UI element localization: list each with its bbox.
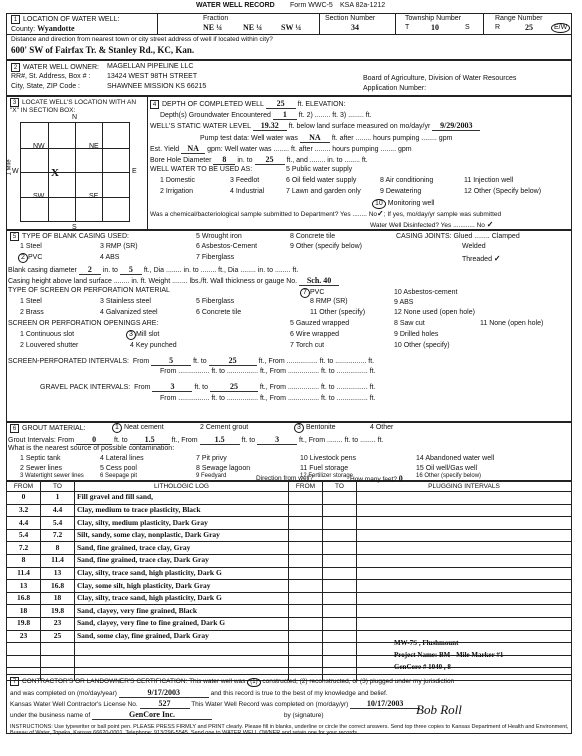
log-from: 13	[7, 580, 41, 593]
joints-threaded: Threaded	[462, 256, 492, 263]
township-s: S	[465, 24, 470, 31]
contam-abandoned: 14 Abandoned water well	[416, 455, 495, 462]
opening-key: 4 Key punched	[130, 342, 177, 349]
plug-to	[323, 592, 357, 605]
diameter-to: 5	[120, 265, 142, 275]
table-row	[7, 592, 572, 605]
log-lithology: Fill gravel and fill sand,	[75, 492, 289, 505]
grout-neat-circle: 1	[112, 423, 122, 433]
plug-to	[323, 542, 357, 555]
grout-to-2: 3	[257, 435, 297, 445]
chem-label: Was a chemical/bacteriological sample submitted to Department? Yes	[150, 211, 351, 218]
weight-label: ft. Weight	[140, 278, 171, 285]
opening-saw: 8 Saw cut	[394, 320, 425, 327]
plug-to	[323, 630, 357, 643]
yield-rest: gpm: Well water was	[207, 146, 272, 153]
log-from: 18	[7, 605, 41, 618]
log-from: 4.4	[7, 517, 41, 530]
plug-interval	[357, 567, 572, 580]
city-label: City, State, ZIP Code :	[11, 83, 80, 90]
casing-asbestos: 6 Asbestos-Cement	[196, 243, 258, 250]
perf-to: 25	[209, 356, 257, 366]
county-label: County:	[11, 26, 36, 33]
opening-torch: 7 Torch cut	[290, 342, 325, 349]
plug-from	[289, 529, 323, 542]
table-row	[7, 630, 572, 643]
plug-interval	[357, 529, 572, 542]
plug-to	[323, 492, 357, 505]
note-project: Project Name: BM - Mile Marker #1	[394, 651, 504, 659]
township-t: T	[405, 24, 410, 31]
log-lithology: Clay, silty, medium plasticity, Dark Gray	[75, 517, 289, 530]
plug-interval	[357, 605, 572, 618]
section-value: 34	[351, 23, 359, 32]
contamination-label: What is the nearest source of possible contamination:	[8, 445, 175, 452]
log-header-plug-from: FROM	[289, 482, 323, 492]
note-gencore: GenCore # 1040 , 8	[394, 663, 451, 671]
opening-gauzed: 5 Gauzed wrapped	[290, 320, 350, 327]
log-from: 23	[7, 630, 41, 643]
log-lithology: Clay, medium to trace plasticity, Black	[75, 504, 289, 517]
log-to: 25	[41, 630, 75, 643]
address-label: RR#, St. Address, Box # :	[11, 73, 91, 80]
opening-drilled: 9 Drilled holes	[394, 331, 439, 338]
contam-fuel: 11 Fuel storage	[300, 465, 349, 472]
plug-to	[323, 554, 357, 567]
pump-test-label: Pump test data: Well water was	[200, 135, 298, 142]
contam-fertilizer: 12 Fertilizer storage	[300, 473, 354, 479]
use-injection: 11 Injection well	[464, 177, 514, 184]
plug-from	[289, 605, 323, 618]
table-row	[7, 554, 572, 567]
plug-to	[323, 580, 357, 593]
plug-to	[323, 567, 357, 580]
owner-label: WATER WELL OWNER:	[23, 64, 99, 71]
grout-neat: Neat cement	[123, 424, 164, 431]
log-lithology: Clay, silty, trace sand, high plasticity, Dark G	[75, 567, 289, 580]
fraction-3: SW ¼	[281, 23, 302, 32]
address-value: 13424 WEST 98TH STREET	[107, 73, 198, 80]
log-header-plugging: PLUGGING INTERVALS	[357, 482, 572, 492]
groundwater-value: 1	[273, 110, 297, 120]
log-to: 4.4	[41, 504, 75, 517]
section-owner: 2 WATER WELL OWNER: MAGELLAN PIPELINE LLC RR#, St. Address, Box # : 13424 WEST 98TH STREET City, State, ZIP Code : SHAWNEE MISSION KS 66215 Board of Agriculture, Division of Water Resources Application Number:	[6, 60, 572, 96]
form-number: Form WWC-5	[290, 2, 333, 9]
log-to: 11.4	[41, 554, 75, 567]
perf-from: 5	[151, 356, 191, 366]
opening-mill: Mill slot	[136, 331, 160, 338]
contam-oilgas: 15 Oil well/Gas well	[416, 465, 478, 472]
range-label: Range Number	[495, 15, 543, 22]
casing-wrought: 5 Wrought iron	[196, 233, 242, 240]
log-lithology: Sand, fine grained, trace clay, Dark Gray	[75, 554, 289, 567]
joints-clamped: Clamped	[491, 233, 520, 240]
use-public: 5 Public water supply	[286, 166, 353, 173]
wall-label: lbs./ft. Wall thickness or gauge No.	[189, 278, 298, 285]
table-row	[7, 504, 572, 517]
table-row	[7, 617, 572, 630]
joints-label: CASING JOINTS: Glued	[396, 233, 473, 240]
log-to: 23	[41, 617, 75, 630]
table-row	[7, 580, 572, 593]
contam-watertight: 3 Watertight sewer lines	[20, 473, 84, 479]
log-lithology: Clay, silty, trace sand, high plasticity, Dark G	[75, 592, 289, 605]
grout-from-1: 0	[76, 435, 112, 445]
quadrant-se: SE	[89, 193, 99, 200]
static-level-value: 19.32	[253, 121, 287, 131]
completed-label: and was completed on (mo/day/year)	[10, 690, 117, 697]
static-date: 9/29/2003	[432, 121, 480, 131]
distance-value: 600' SW of Fairfax Tr. & Stanley Rd., KC, Kan.	[11, 45, 195, 55]
screen-stainless: 3 Stainless steel	[100, 298, 151, 305]
quadrant-sw: SW	[33, 193, 45, 200]
casing-steel: 1 Steel	[20, 243, 42, 250]
casing-fiberglass: 7 Fiberglass	[196, 254, 235, 261]
opening-louvered: 2 Louvered shutter	[20, 342, 79, 349]
license-label: Kansas Water Well Contractor's License No.	[10, 701, 138, 708]
table-row	[7, 492, 572, 505]
compass-s: S	[72, 224, 77, 231]
range-r: R	[495, 24, 501, 31]
screen-rmp: 8 RMP (SR)	[310, 298, 348, 305]
grout-label: GROUT MATERIAL:	[22, 425, 86, 432]
plug-from	[289, 617, 323, 630]
log-to: 16.8	[41, 580, 75, 593]
township-value: 10	[431, 23, 439, 32]
screen-none: 12 None used (open hole)	[394, 309, 475, 316]
city-value: SHAWNEE MISSION KS 66215	[107, 83, 207, 90]
log-to	[41, 655, 75, 668]
screen-steel: 1 Steel	[20, 298, 42, 305]
casing-other: 9 Other (specify below)	[290, 243, 362, 250]
diameter-value: 2	[79, 265, 101, 275]
contam-septic: 1 Septic tank	[20, 455, 61, 462]
plug-from	[289, 643, 323, 656]
yield-value: NA	[181, 144, 205, 154]
log-from: 0	[7, 492, 41, 505]
log-header-to: TO	[41, 482, 75, 492]
range-value: 25	[525, 23, 533, 32]
howmany-value: 0	[398, 474, 403, 483]
plug-to	[323, 605, 357, 618]
plug-interval	[357, 617, 572, 630]
contam-feedyard: 9 Feedyard	[196, 473, 227, 479]
log-lithology: Sand, fine grained, trace clay, Gray	[75, 542, 289, 555]
casing-abs: 4 ABS	[100, 254, 120, 261]
howmany-label: How many feet?	[350, 476, 397, 483]
screen-pvc: PVC	[310, 289, 325, 296]
log-from: 11.4	[7, 567, 41, 580]
chem-rest: ; If yes, mo/day/yr sample was submitted	[383, 211, 502, 218]
plug-interval	[357, 517, 572, 530]
log-to: 13	[41, 567, 75, 580]
grout-to-1: 1.5	[130, 435, 170, 445]
fraction-label: Fraction	[203, 15, 229, 22]
contam-sewer: 2 Sewer lines	[20, 465, 63, 472]
well-mark-x: X	[51, 167, 59, 179]
screen-asbestos: 10 Asbestos-cement	[394, 289, 458, 296]
contam-lateral: 4 Lateral lines	[100, 455, 144, 462]
use-monitoring: Monitoring well	[387, 200, 435, 207]
section-grid	[20, 122, 130, 222]
grout-bentonite: Bentonite	[305, 424, 336, 431]
log-from	[7, 643, 41, 656]
compass-e: E	[132, 168, 137, 175]
static-level-rest: ft. below land surface measured on mo/day/yr	[288, 123, 431, 130]
use-label: WELL WATER TO BE USED AS:	[150, 166, 253, 173]
depth-label: DEPTH OF COMPLETED WELL	[162, 101, 264, 108]
opening-continuous: 1 Continuous slot	[20, 331, 75, 338]
license-value: 527	[140, 699, 190, 709]
grout-other: 4 Other	[370, 424, 394, 431]
log-from: 7.2	[7, 542, 41, 555]
completed-value: 9/17/2003	[119, 688, 209, 698]
plug-to	[323, 643, 357, 656]
plug-from	[289, 580, 323, 593]
gravel-label: GRAVEL PACK INTERVALS:	[40, 384, 131, 391]
log-from	[7, 655, 41, 668]
plug-from	[289, 517, 323, 530]
quadrant-nw: NW	[33, 143, 45, 150]
log-lithology: Sand, clayey, very fine to fine grained, Dark G	[75, 617, 289, 630]
bore-label: Bore Hole Diameter	[150, 157, 212, 164]
plug-interval	[357, 504, 572, 517]
cert-text-2: constructed, (2) reconstructed, or (3) plugged under my jurisdiction	[262, 678, 455, 685]
pump-test-value: NA	[300, 133, 330, 143]
mile-label: 1 Mile	[6, 159, 13, 176]
log-lithology: Sand, some clay, fine grained, Dark Gray	[75, 630, 289, 643]
diameter-label: Blank casing diameter	[8, 267, 77, 274]
use-other: 12 Other (Specify below)	[464, 188, 542, 195]
use-lawn: 7 Lawn and garden only	[286, 188, 361, 195]
bore-value: 8	[213, 155, 235, 165]
fraction-2: NE ¼	[243, 23, 263, 32]
range-ew: E/W	[551, 23, 570, 33]
plug-interval	[357, 580, 572, 593]
use-oilfield: 6 Oil field water supply	[286, 177, 357, 184]
use-monitoring-circle: 10	[372, 199, 386, 209]
table-row	[7, 542, 572, 555]
plug-from	[289, 630, 323, 643]
distance-label: Distance and direction from nearest town or city street address of well if located within city?	[11, 36, 273, 43]
plug-from	[289, 592, 323, 605]
opening-none: 11 None (open hole)	[480, 320, 544, 327]
log-header-plug-to: TO	[323, 482, 357, 492]
cert-text-1: This water well was	[189, 678, 246, 685]
certification-label: CONTRACTOR'S OR LANDOWNER'S CERTIFICATION:	[22, 678, 188, 685]
log-to: 7.2	[41, 529, 75, 542]
contam-lagoon: 8 Sewage lagoon	[196, 465, 251, 472]
depth-value: 25	[266, 99, 296, 109]
plug-from	[289, 504, 323, 517]
use-irrigation: 2 Irrigation	[160, 188, 194, 195]
compass-n: N	[72, 114, 78, 121]
note-well-id: MW-7S , Flushmount	[394, 639, 459, 647]
plug-interval	[357, 542, 572, 555]
plug-from	[289, 542, 323, 555]
screen-pvc-circle: 7	[300, 288, 310, 298]
table-row	[7, 605, 572, 618]
log-lithology	[75, 643, 289, 656]
use-dewatering: 9 Dewatering	[380, 188, 422, 195]
wall-value: Sch. 40	[299, 276, 339, 286]
bore-to: 25	[255, 155, 285, 165]
plug-to	[323, 504, 357, 517]
opening-wire: 6 Wire wrapped	[290, 331, 340, 338]
log-lithology	[75, 655, 289, 668]
plug-to	[323, 655, 357, 668]
log-lithology: Silt, sandy, some clay, nonplastic, Dark Gray	[75, 529, 289, 542]
cert-constructed-circle: (1)	[247, 678, 260, 687]
grout-from-2: 1.5	[200, 435, 240, 445]
log-lithology: Sand, clayey, very fine grained, Black	[75, 605, 289, 618]
township-label: Township Number	[405, 15, 462, 22]
record-label: This Water Well Record was completed on (mo/day/yr)	[191, 701, 349, 708]
screen-brass: 2 Brass	[20, 309, 44, 316]
contam-other: 16 Other (specify below)	[416, 473, 482, 479]
opening-other: 10 Other (specify)	[394, 342, 450, 349]
plug-from	[289, 554, 323, 567]
form-title: WATER WELL RECORD	[196, 2, 275, 9]
business-value: GenCore Inc.	[92, 710, 212, 720]
disinfect-no: No	[476, 222, 485, 229]
yield-label: Est. Yield	[150, 146, 180, 153]
ksa-ref: KSA 82a-1212	[340, 2, 386, 9]
plug-interval	[357, 554, 572, 567]
log-to: 8	[41, 542, 75, 555]
log-from: 16.8	[7, 592, 41, 605]
table-row	[7, 529, 572, 542]
plug-to	[323, 529, 357, 542]
compass-w: W	[12, 168, 19, 175]
instructions: INSTRUCTIONS: Use typewriter or ball point pen. PLEASE PRESS FIRMLY and PRINT clearly. Please fill in blanks, underline or circle the correct answers. Send top three copies to Kansas Department of Health and Environment, Bureau of Water, Topeka, Kansas 66620-0001. Telephone: 913/296-5545. Send one to WATER WELL OWNER and retain one for your records.	[10, 724, 569, 737]
county-value: Wyandotte	[37, 24, 75, 33]
opening-mill-circle: 3	[126, 330, 136, 340]
chem-no: No	[368, 211, 378, 218]
plug-to	[323, 517, 357, 530]
water-well-record-form: WATER WELL RECORD Form WWC-5 KSA 82a-1212 1 LOCATION OF WATER WELL: Fraction Section Number Township Number Range Number County: Wyandotte NE ¼ NE ¼ SW ¼ 34 T 10 S R 25 E/W Distance and direction from nearest town or city street address of well if located within city? 600' SW of Fairfax Tr. & Stanley Rd., KC, Kan. 2 WATER WELL OWNER: MAGELLAN PIPELINE LLC RR#, St. Address, Box # : 13424 WEST 98TH STREET City, State, ZIP Code : SHAWNEE MISSION KS 66215 Board of Agriculture, Division of Water Resources Application Number: 3 LOCATE WELL'S LOCATION WITH AN "X" IN SECTION BOX: N S E W 1 Mile NW NE SW SE X 4 DEPTH OF COMPLETED WELL 25 ft. ELEVATION: Depth(s) Groundwater Encountered 1 ft. 2) ........ ft. 3) ........ ft. WELL'S STATIC WATER LEVEL 19.32 ft. below land surface measured on mo/day/yr 9/29/2003 Pump test data: Well water was NA ft. after ........ hours pumping ........ gpm Est. Yield NA gpm: Well water was ........ ft. after ........ hours pumping ........ gpm Bore Hole Diameter 8 in. to 25 ft., and ........ in. to ........ ft. WELL WATER TO BE USED AS: 5 Public water supply 1 Domestic 3 Feedlot 6 Oil field water supply 8 Air conditioning 11 Injection well 2 Irrigation 4 Industrial 7 Lawn and garden only 9 Dewatering 12 Other (Specify below) 10 Monitoring well Was a chemical/bacteriological sample submitted to Department? Yes ........ No✓; If yes, mo/day/yr sample was submitted Water Well Disinfected? Yes ............ No ✓ 5 TYPE OF BLANK CASING USED: 1 Steel 3 RMP (SR) 5 Wrought iron 8 Concrete tile 6 Asbestos-Cement 9 Other (specify below) 4 ABS 7 Fiberglass 2 PVC CASING JOINTS: Glued ........ Clamped Welded Threaded ✓ Blank casing diameter 2 in. to 5 ft., Dia ........ in. to ........ ft., Dia ........ in. to ........ ft. Casing height above land surface ........ in. ft. Weight ........ lbs./ft. Wall thickness or gauge No. Sch. 40 TYPE OF SCREEN OR PERFORATION MATERIAL 1 Steel 3 Stainless steel 5 Fiberglass 8 RMP (SR) 10 Asbestos-cement 9 ABS 2 Brass 4 Galvanized steel 6 Concrete tile 11 Other (specify) 12 None used (open hole) 7 PVC SCREEN OR PERFORATION OPENINGS ARE: 1 Continuous slot 3 Mill slot 5 Gauzed wrapped 8 Saw cut 11 None (open hole) 2 Louvered shutter 4 Key punched 6 Wire wrapped 9 Drilled holes 7 Torch cut 10 Other (specify) SCREEN-PERFORATED INTERVALS: From 5 ft. to 25 ft., From ................ ft. to ................ ft. From ................ ft. to ................ ft., From ................ ft. to ................ ft. GRAVEL PACK INTERVALS: From 3 ft. to 25 ft., From ................ ft. to ................ ft. From ................ ft. to ................ ft., From ................ ft. to ................ ft. 6 GROUT MATERIAL: 1 Neat cement 2 Cement grout 3 Bentonite 4 Other Grout Intervals: From 0 ft. to 1.5 ft., From 1.5 ft. to 3 ft., From ........ ft. to ........ ft. What is the nearest source of possible contamination: 1 Septic tank 4 Lateral lines 7 Pit privy 10 Livestock pens 14 Abandoned water well 2 Sewer lines 5 Cess pool 8 Sewage lagoon 11 Fuel storage 15 Oil well/Gas well 3 Watertight sewer lines 6 Seepage pit 9 Feedyard 12 Fertilizer storage 16 Other (specify below) FROM TO LITHOLOGIC LOG FROM TO PLUGGING INTERVALS 0 1 Fill gravel and fill sand, 3.2 4.4 Clay, medium to trace plasticity, Black 4.4 5.4 Clay, silty, medium plasticity, Dark Gray 5.4 7.2 Silt, sandy, some clay, nonplastic, Dark Gray 7.2 8 Sand, fine grained, trace clay, Gray 8 11.4 Sand, fine grained, trace clay, Dark Gray 11.4 13 Clay, silty, trace sand, high plasticity, Dark G 13 16.8 Clay, some silt, high plasticity, Dark Gray 16.8 18 Clay, silty, trace sand, high plasticity, Dark G 18 19.8 Sand, clayey, very fine grained, Black 19.8 23 Sand, clayey, very fine to fine grained, Dark G 23 25 Sand, some clay, fine grained, Dark Gray Direction from well? How many feet? 0 MW-7S , Flushmount Project Name: BM - Mile Marker #1 GenCore # 1040 , 8 7 CONTRACTOR'S OR LANDOWNER'S CERTIFICATION: This water well was (1) constructed, (2) reconstructed, or (3) plugged under my jurisdiction and was completed on (mo/day/year) 9/17/2003 and this record is true to the best of my knowledge and belief. Kansas Water Well Contractor's License No. 527 This Water Well Record was completed on (mo/day/yr) 10/17/2003 under the business name of GenCore Inc. by (signature) Bob Roll INSTRUCTIONS: Use typewriter or ball point pen. PLEASE PRESS FIRMLY and PRINT clearly. Please fill in blanks, underline or circle the correct answers. Send top three copies to Kansas Department of Health and Environment, Bureau of Water, Topeka, Kansas 66620-0001. Telephone: 913/296-5545. Send one to WATER WELL OWNER and retain one for your records.	[0, 0, 582, 756]
signature: Bob Roll	[416, 702, 462, 717]
grout-bentonite-circle: 3	[294, 423, 304, 433]
height-label: Casing height above land surface	[8, 278, 112, 285]
screen-fiberglass: 5 Fiberglass	[196, 298, 235, 305]
log-to	[41, 643, 75, 656]
log-from: 8	[7, 554, 41, 567]
log-lithology: Clay, some silt, high plasticity, Dark Gray	[75, 580, 289, 593]
grout-intervals-label: Grout Intervals: From	[8, 437, 75, 444]
owner-value: MAGELLAN PIPELINE LLC	[107, 63, 194, 70]
static-level-label: WELL'S STATIC WATER LEVEL	[150, 123, 251, 130]
groundwater-label: Depth(s) Groundwater Encountered	[160, 112, 271, 119]
log-to: 5.4	[41, 517, 75, 530]
section-location: 1 LOCATION OF WATER WELL: Fraction Section Number Township Number Range Number County: Wyandotte NE ¼ NE ¼ SW ¼ 34 T 10 S R 25 E/W Distance and direction from nearest town or city street address of well if located within city? 600' SW of Fairfax Tr. & Stanley Rd., KC, Kan.	[6, 13, 572, 60]
fraction-1: NE ¼	[203, 23, 223, 32]
contam-cess: 5 Cess pool	[100, 465, 137, 472]
log-from: 19.8	[7, 617, 41, 630]
business-label: under the business name of	[10, 712, 91, 719]
screen-galvanized: 4 Galvanized steel	[100, 309, 158, 316]
plug-from	[289, 567, 323, 580]
board-label: Board of Agriculture, Division of Water Resources	[363, 75, 517, 82]
joints-welded: Welded	[462, 243, 486, 250]
screen-type-label: TYPE OF SCREEN OR PERFORATION MATERIAL	[8, 287, 170, 294]
log-to: 18	[41, 592, 75, 605]
use-industrial: 4 Industrial	[230, 188, 265, 195]
log-to: 1	[41, 492, 75, 505]
log-header-lithology: LITHOLOGIC LOG	[75, 482, 289, 492]
casing-pvc: PVC	[28, 254, 43, 261]
screen-abs: 11 Other (specify)	[310, 309, 366, 316]
true-text: and this record is true to the best of my knowledge and belief.	[210, 690, 388, 697]
table-row	[7, 517, 572, 530]
contam-pit: 7 Pit privy	[196, 455, 227, 462]
elevation-label: ft. ELEVATION:	[297, 101, 346, 108]
gravel-from: 3	[152, 382, 192, 392]
plug-interval	[357, 492, 572, 505]
contam-seepage: 6 Seepage pit	[100, 473, 138, 479]
plug-to	[323, 617, 357, 630]
plug-interval	[357, 630, 572, 643]
use-feedlot: 3 Feedlot	[230, 177, 260, 184]
casing-pvc-circle: 2	[18, 253, 28, 263]
location-label: LOCATION OF WATER WELL:	[23, 16, 120, 23]
section-number-label: Section Number	[325, 15, 376, 22]
table-row	[7, 567, 572, 580]
application-number-label: Application Number:	[363, 85, 427, 92]
locate-label: 3 LOCATE WELL'S LOCATION WITH AN "X" IN SECTION BOX:	[10, 99, 137, 114]
quadrant-ne: NE	[89, 143, 99, 150]
gravel-to: 25	[210, 382, 258, 392]
signature-label: by (signature)	[283, 712, 324, 719]
casing-rmp: 3 RMP (SR)	[100, 243, 138, 250]
disinfect-label: Water Well Disinfected? Yes	[370, 222, 452, 229]
grout-cement: 2 Cement grout	[200, 424, 249, 431]
perf-label: SCREEN-PERFORATED INTERVALS:	[8, 358, 129, 365]
plug-from	[289, 655, 323, 668]
log-from: 5.4	[7, 529, 41, 542]
plug-interval	[357, 592, 572, 605]
casing-concrete: 8 Concrete tile	[290, 233, 336, 240]
direction-label: Direction from well?	[256, 475, 314, 482]
log-to: 19.8	[41, 605, 75, 618]
log-from: 3.2	[7, 504, 41, 517]
use-domestic: 1 Domestic	[160, 177, 196, 184]
plug-from	[289, 492, 323, 505]
casing-type-label: TYPE OF BLANK CASING USED:	[22, 233, 129, 240]
openings-label: SCREEN OR PERFORATION OPENINGS ARE:	[8, 320, 159, 327]
record-date: 10/17/2003	[350, 699, 420, 709]
screen-concrete: 6 Concrete tile	[196, 309, 242, 316]
screen-other: 9 ABS	[394, 299, 414, 306]
use-air: 8 Air conditioning	[380, 177, 434, 184]
log-header-from: FROM	[7, 482, 41, 492]
contam-livestock: 10 Livestock pens	[300, 455, 357, 462]
